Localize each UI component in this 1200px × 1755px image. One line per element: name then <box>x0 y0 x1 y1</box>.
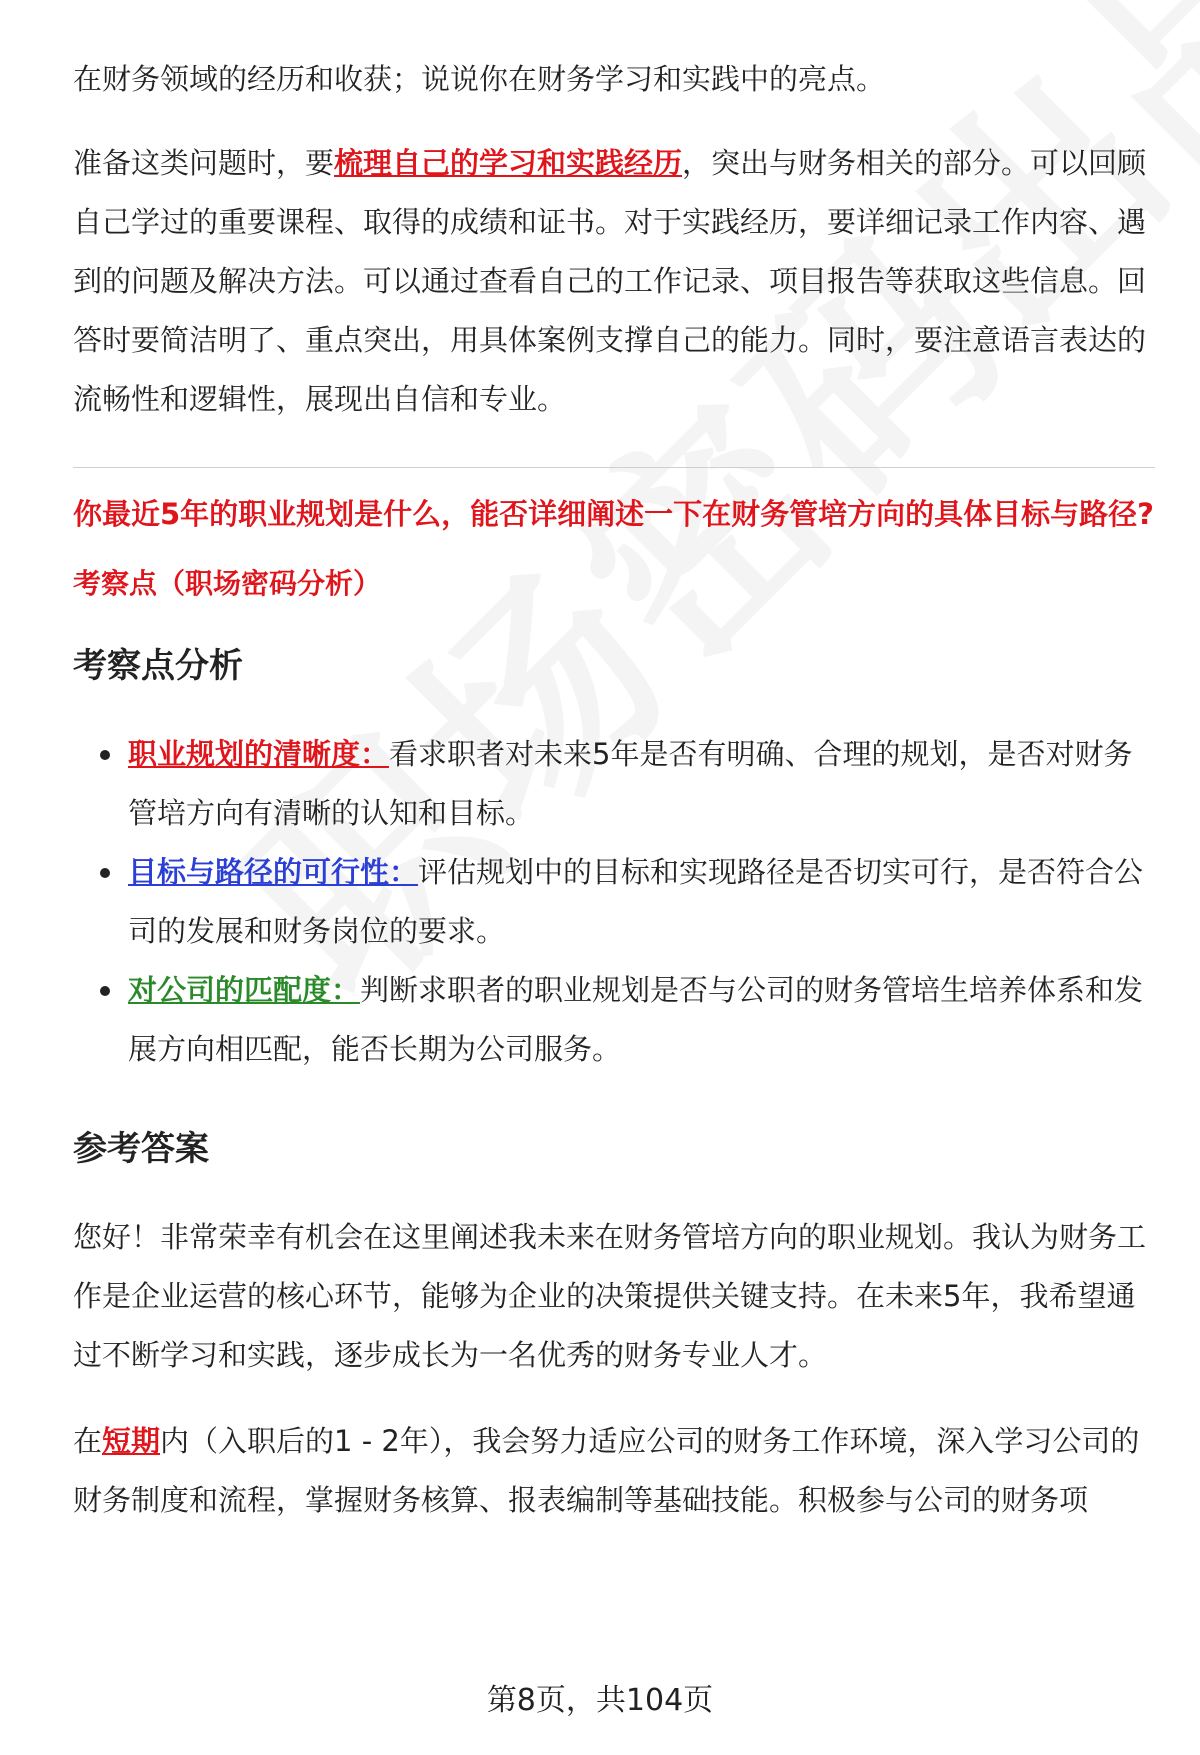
answer-p2-highlight: 短期 <box>102 1424 161 1458</box>
document-page <box>73 50 1155 1530</box>
analysis-heading: 考察点分析 <box>73 646 243 686</box>
answer-paragraph-1 <box>73 1208 1155 1385</box>
bullet-icon <box>100 750 110 760</box>
answer-p1-text: 您好！非常荣幸有机会在这里阐述我未来在财务管培方向的职业规划。我认为财务工作是企业运营的核心环节，能够为企业的决策提供关键支持。在未来5年，我希望通过不断学习和实践，逐步成长为一名优秀的财务专业人才。 <box>73 1220 1147 1372</box>
answer-p2-before: 在 <box>73 1424 103 1458</box>
prep-text-after: ，突出与财务相关的部分。可以回顾自己学过的重要课程、取得的成绩和证书。对于实践经历，要详细记录工作内容、遇到的问题及解决方法。可以通过查看自己的工作记录、项目报告等获取这些信息。回答时要简洁明了、重点突出，用具体案例支撑自己的能力。同时，要注意语言表达的流畅性和逻辑性，展现出自信和专业。 <box>73 146 1147 416</box>
intro-paragraph <box>73 50 1155 109</box>
list-item <box>73 725 1155 843</box>
section-divider <box>73 467 1155 468</box>
question-heading: 你最近5年的职业规划是什么，能否详细阐述一下在财务管培方向的具体目标与路径? <box>73 497 1155 531</box>
analysis-item-label: 对公司的匹配度： <box>128 973 361 1007</box>
list-item <box>73 961 1155 1079</box>
analysis-item-text: 看求职者对未来5年是否有明确、合理的规划，是否对财务管培方向有清晰的认知和目标。 <box>128 737 1133 830</box>
page-footer: 第8页，共104页 <box>486 1683 714 1718</box>
answer-heading: 参考答案 <box>73 1129 209 1169</box>
answer-p2-after: 内（入职后的1 - 2年），我会努力适应公司的财务工作环境，深入学习公司的财务制度和流程，掌握财务核算、报表编制等基础技能。积极参与公司的财务项 <box>73 1424 1140 1517</box>
point-label: 考察点（职场密码分析） <box>73 567 382 600</box>
list-item <box>73 843 1155 961</box>
prep-text-before: 准备这类问题时，要 <box>73 146 335 180</box>
analysis-list <box>73 725 1155 1079</box>
bullet-icon <box>100 868 110 878</box>
prep-highlight: 梳理自己的学习和实践经历 <box>334 146 683 180</box>
analysis-item-label: 目标与路径的可行性： <box>128 855 419 889</box>
analysis-item-text: 判断求职者的职业规划是否与公司的财务管培生培养体系和发展方向相匹配，能否长期为公司服务。 <box>128 973 1144 1066</box>
prep-paragraph <box>73 134 1155 429</box>
bullet-icon <box>100 986 110 996</box>
analysis-item-label: 职业规划的清晰度： <box>128 737 390 771</box>
analysis-item-text: 评估规划中的目标和实现路径是否切实可行，是否符合公司的发展和财务岗位的要求。 <box>128 855 1144 948</box>
answer-paragraph-2 <box>73 1412 1155 1530</box>
intro-text: 在财务领域的经历和收获；说说你在财务学习和实践中的亮点。 <box>73 62 886 96</box>
